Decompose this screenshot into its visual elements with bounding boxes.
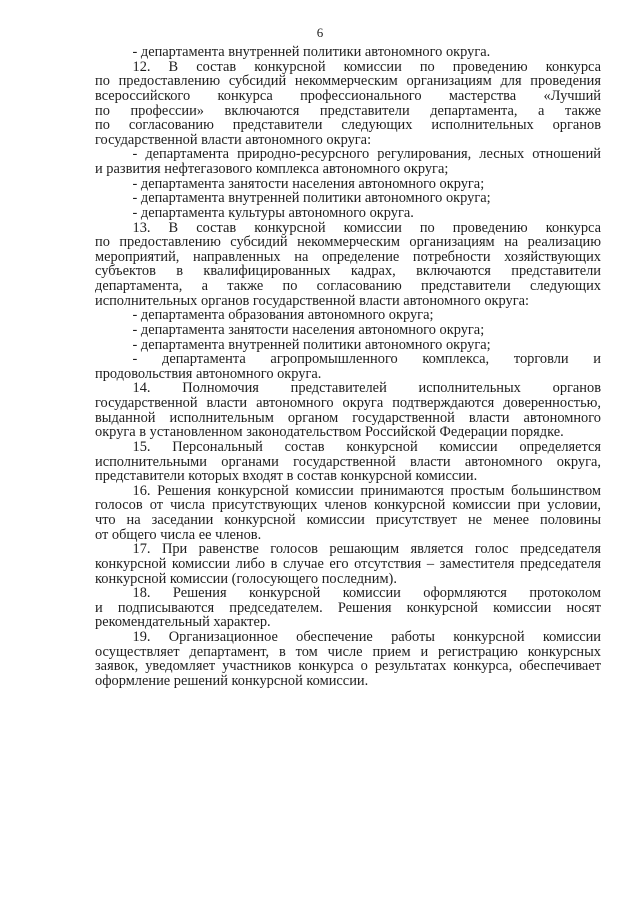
text-line: департамента, а также по согласованию представители следующих	[95, 278, 601, 294]
text-line: и подписываются председателем. Решения конкурсной комиссии носят	[95, 599, 601, 616]
text-line: государственной власти автономного округа:	[95, 131, 372, 148]
committee-member-item	[95, 206, 601, 221]
text-line: - департамента агропромышленного комплекса, торговли и	[132, 351, 601, 368]
text-line: продовольствия автономного округа.	[95, 365, 322, 382]
committee-member-item	[95, 191, 601, 206]
text-line: - департамента внутренней политики автономного округа;	[132, 336, 491, 353]
text-line: рекомендательный характер.	[95, 614, 271, 631]
committee-member-item	[95, 338, 601, 353]
text-line: 18. Решения конкурсной комиссии оформляются протоколом	[132, 585, 601, 602]
page-number: 6	[316, 25, 324, 40]
text-line: заявок, уведомляет участников конкурса о результатах конкурса, обеспечивает	[95, 658, 601, 675]
text-line: от общего числа ее членов.	[95, 526, 262, 543]
text-line: - департамента внутренней политики автономного округа;	[132, 190, 491, 207]
committee-member-item	[95, 308, 601, 323]
clause-18	[95, 586, 601, 630]
text-line: 14. Полномочия представителей исполнительных органов	[132, 380, 601, 397]
text-line: что на заседании конкурсной комиссии присутствует не менее половины	[95, 512, 601, 528]
text-line: субъектов в квалифицированных кадрах, включаются представители	[95, 263, 601, 280]
text-line: голосов от числа присутствующих членов конкурсной комиссии при условии,	[95, 497, 601, 514]
text-line: конкурсной комиссии (голосующего последним).	[95, 570, 397, 587]
committee-member-item	[95, 45, 601, 60]
document-body	[95, 45, 601, 689]
text-line: - департамента внутренней политики автономного округа.	[132, 44, 491, 60]
text-line: по согласованию представители следующих исполнительных органов	[95, 117, 601, 134]
text-line: исполнительными органами государственной власти автономного округа,	[95, 453, 601, 470]
text-line: и развития нефтегазового комплекса автономного округа;	[95, 161, 449, 177]
text-line: по предоставлению субсидий некоммерческим организациям на реализацию	[95, 234, 601, 251]
text-line: выданной исполнительным органом государственной власти автономного	[95, 409, 601, 426]
text-line: 12. В состав конкурсной комиссии по проведению конкурса	[132, 58, 601, 75]
clause-19	[95, 630, 601, 689]
text-line: по предоставлению субсидий некоммерческим организациям для проведения	[95, 73, 601, 90]
clause-12	[95, 60, 601, 148]
text-line: - департамента занятости населения автономного округа;	[132, 321, 485, 338]
text-line: - департамента культуры автономного округа.	[132, 204, 414, 221]
text-line: исполнительных органов государственной власти автономного округа:	[95, 292, 529, 309]
text-line: государственной власти автономного округа подтверждаются доверенностью,	[95, 395, 601, 411]
clause-15	[95, 440, 601, 484]
text-line: мероприятий, направленных на определение потребности хозяйствующих	[95, 248, 601, 265]
committee-member-item	[95, 323, 601, 338]
text-line: 19. Организационное обеспечение работы конкурсной комиссии	[132, 629, 601, 645]
text-line: оформление решений конкурсной комиссии.	[95, 672, 369, 689]
text-line: осуществляет департамент, в том числе прием и регистрацию конкурсных	[95, 643, 601, 660]
text-line: округа в установленном законодательством Российской Федерации порядке.	[95, 424, 564, 441]
text-line: по профессии» включаются представители департамента, а также	[95, 102, 601, 119]
text-line: - департамента природно-ресурсного регулирования, лесных отношений	[132, 146, 601, 163]
text-line: - департамента занятости населения автономного округа;	[132, 175, 485, 192]
text-line: конкурсной комиссии либо в случае его отсутствия – заместителя председателя	[95, 555, 601, 572]
text-line: 15. Персональный состав конкурсной комиссии определяется	[132, 438, 601, 455]
text-line: 17. При равенстве голосов решающим является голос председателя	[132, 541, 601, 558]
clause-14	[95, 381, 601, 440]
committee-member-item	[95, 352, 601, 381]
committee-member-item	[95, 147, 601, 176]
clause-16	[95, 484, 601, 543]
text-line: 16. Решения конкурсной комиссии принимаются простым большинством	[132, 482, 601, 499]
text-line: - департамента образования автономного округа;	[132, 307, 434, 324]
text-line: всероссийского конкурса профессионального мастерства «Лучший	[95, 87, 601, 104]
committee-member-item	[95, 177, 601, 192]
text-line: 13. В состав конкурсной комиссии по проведению конкурса	[132, 219, 601, 236]
clause-13	[95, 221, 601, 309]
clause-17	[95, 542, 601, 586]
text-line: представители которых входят в состав конкурсной комиссии.	[95, 468, 478, 485]
